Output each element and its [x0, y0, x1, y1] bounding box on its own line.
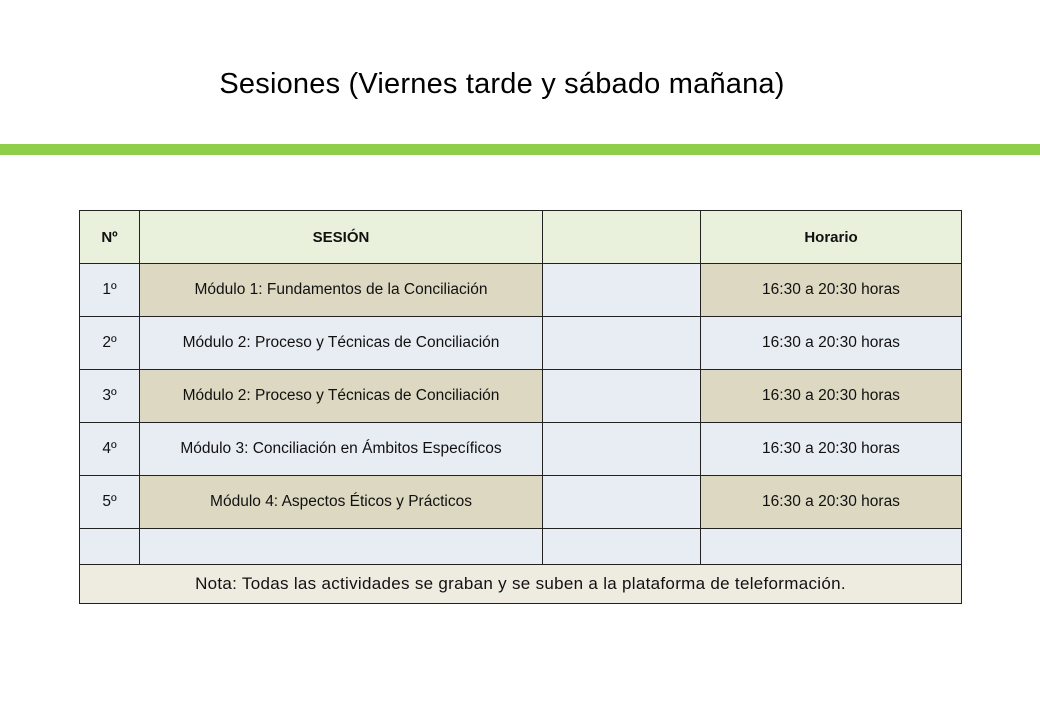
row-num: 1º: [80, 264, 140, 317]
header-blank: [543, 211, 701, 264]
row-schedule: 16:30 a 20:30 horas: [701, 317, 962, 370]
table-row: [80, 476, 962, 529]
table-row: [80, 264, 962, 317]
row-num: 2º: [80, 317, 140, 370]
header-num: Nº: [80, 211, 140, 264]
row-blank: [543, 317, 701, 370]
row-blank: [543, 476, 701, 529]
row-session: Módulo 2: Proceso y Técnicas de Conciliación: [140, 317, 543, 370]
row-blank: [543, 370, 701, 423]
empty-cell: [701, 529, 962, 565]
row-schedule: 16:30 a 20:30 horas: [701, 370, 962, 423]
table-note: Nota: Todas las actividades se graban y se suben a la plataforma de teleformación.: [80, 565, 962, 604]
empty-cell: [140, 529, 543, 565]
table-row-empty: [80, 529, 962, 565]
row-blank: [543, 264, 701, 317]
row-num: 3º: [80, 370, 140, 423]
slide-title: Sesiones (Viernes tarde y sábado mañana): [219, 68, 785, 100]
row-session: Módulo 3: Conciliación en Ámbitos Específicos: [140, 423, 543, 476]
accent-bar: [0, 144, 1040, 155]
row-session: Módulo 1: Fundamentos de la Conciliación: [140, 264, 543, 317]
table-row: [80, 370, 962, 423]
header-schedule: Horario: [701, 211, 962, 264]
row-num: 4º: [80, 423, 140, 476]
row-schedule: 16:30 a 20:30 horas: [701, 423, 962, 476]
row-session: Módulo 4: Aspectos Éticos y Prácticos: [140, 476, 543, 529]
row-session: Módulo 2: Proceso y Técnicas de Conciliación: [140, 370, 543, 423]
sessions-table: [79, 210, 962, 604]
table-note-row: [80, 565, 962, 604]
row-schedule: 16:30 a 20:30 horas: [701, 264, 962, 317]
table-row: [80, 423, 962, 476]
header-session: SESIÓN: [140, 211, 543, 264]
table-header-row: [80, 211, 962, 264]
row-blank: [543, 423, 701, 476]
empty-cell: [80, 529, 140, 565]
table-row: [80, 317, 962, 370]
empty-cell: [543, 529, 701, 565]
row-num: 5º: [80, 476, 140, 529]
row-schedule: 16:30 a 20:30 horas: [701, 476, 962, 529]
